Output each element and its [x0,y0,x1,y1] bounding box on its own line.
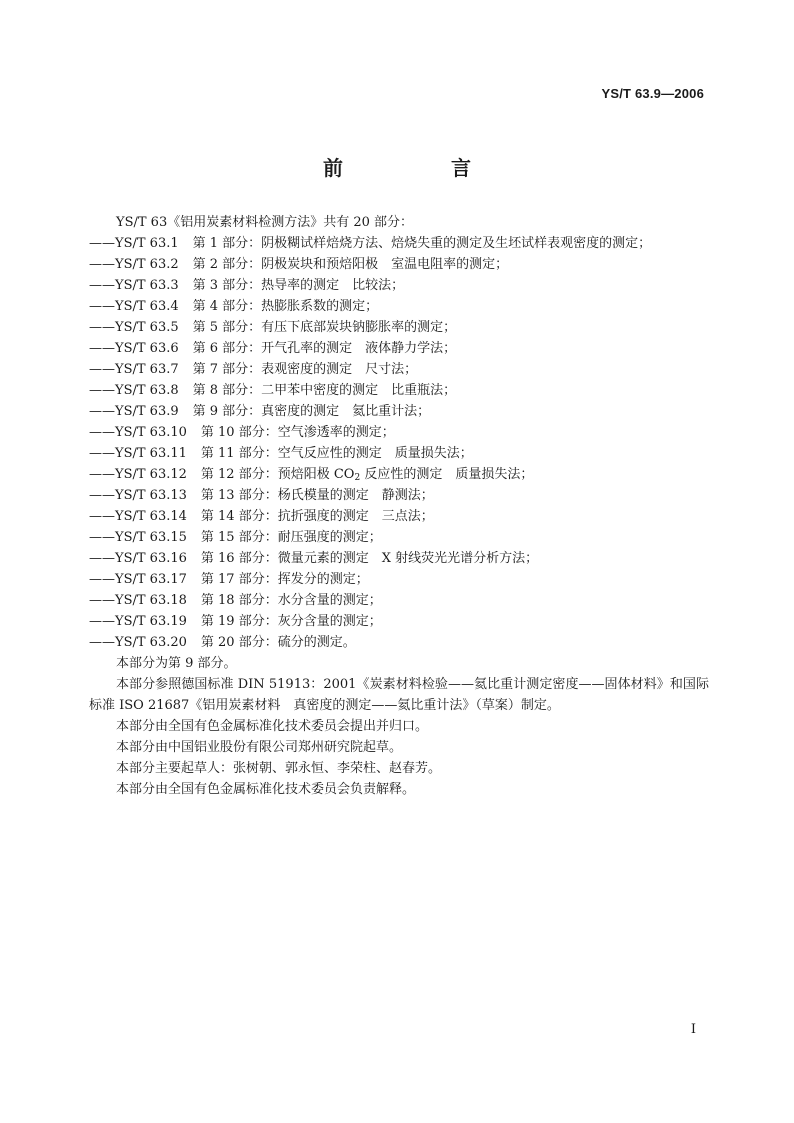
part-title: 杨氏模量的测定 静测法； [277,488,434,503]
part-number: 第 2 部分： [192,257,262,272]
part-number: 第 7 部分： [192,362,262,377]
part-line-20 [89,632,709,653]
part-code: ——YS/T 63.6 [89,341,179,356]
part-number: 第 10 部分： [200,425,278,440]
note-paragraph-4: 本部分由中国铝业股份有限公司郑州研究院起草。 [116,740,403,755]
part-number: 第 8 部分： [192,383,262,398]
document-body [89,212,709,800]
part-number: 第 11 部分： [200,446,278,461]
part-title: 热导率的测定 比较法； [261,278,405,293]
part-title: 空气反应性的测定 质量损失法； [277,446,473,461]
co2-subscript: 2 [354,473,361,483]
note-paragraph-6: 本部分由全国有色金属标准化技术委员会负责解释。 [116,782,416,797]
part-code: ——YS/T 63.4 [89,299,179,314]
part-line-14 [89,506,709,527]
part-title: 有压下底部炭块钠膨胀率的测定； [261,320,457,335]
part-line-19 [89,611,709,632]
part-number: 第 18 部分： [200,593,278,608]
part-line-15 [89,527,709,548]
part-number: 第 12 部分： [200,467,278,482]
part-title: 开气孔率的测定 液体静力学法； [261,341,457,356]
part-line-11 [89,443,709,464]
part-line-17 [89,569,709,590]
part-code: ——YS/T 63.15 [89,530,187,545]
part-title: 热膨胀系数的测定； [261,299,379,314]
part-code: ——YS/T 63.9 [89,404,179,419]
part-title: 挥发分的测定； [277,572,369,587]
part-line-7 [89,359,709,380]
part-line-9 [89,401,709,422]
part-title: 真密度的测定 氦比重计法； [261,404,431,419]
part-title: 表观密度的测定 尺寸法； [261,362,418,377]
parts-list [89,233,709,653]
part-title-pre: 预焙阳极 CO [277,467,355,482]
part-code: ——YS/T 63.11 [89,446,187,461]
part-number: 第 17 部分： [200,572,278,587]
part-line-12 [89,464,709,485]
part-number: 第 20 部分： [200,635,278,650]
part-title: 阴极炭块和预焙阳极 室温电阻率的测定； [261,257,509,272]
part-number: 第 1 部分： [192,236,262,251]
part-number: 第 5 部分： [192,320,262,335]
part-line-1 [89,233,709,254]
part-code: ——YS/T 63.7 [89,362,179,377]
part-line-6 [89,338,709,359]
part-title: 耐压强度的测定； [277,530,382,545]
part-title: 阴极糊试样焙烧方法、焙烧失重的测定及生坯试样表观密度的测定； [261,236,652,251]
part-number: 第 13 部分： [200,488,278,503]
part-code: ——YS/T 63.18 [89,593,187,608]
part-title: 灰分含量的测定； [277,614,382,629]
part-code: ——YS/T 63.17 [89,572,187,587]
part-code: ——YS/T 63.5 [89,320,179,335]
part-code: ——YS/T 63.19 [89,614,187,629]
part-number: 第 19 部分： [200,614,278,629]
part-code: ——YS/T 63.8 [89,383,179,398]
standard-code: YS/T 63.9—2006 [601,86,704,101]
page-title: 前 言 [323,156,515,180]
part-line-16 [89,548,709,569]
part-title: 空气渗透率的测定； [277,425,395,440]
part-code: ——YS/T 63.2 [89,257,179,272]
part-title: 二甲苯中密度的测定 比重瓶法； [261,383,457,398]
part-code: ——YS/T 63.13 [89,488,187,503]
part-title-post: 反应性的测定 质量损失法； [360,467,534,482]
part-line-4 [89,296,709,317]
part-number: 第 16 部分： [200,551,278,566]
notes-section [89,653,709,800]
note-paragraph-5: 本部分主要起草人：张树朝、郭永恒、李荣柱、赵春芳。 [116,761,442,776]
part-code: ——YS/T 63.14 [89,509,187,524]
part-title: 微量元素的测定 X 射线荧光光谱分析方法； [277,551,539,566]
part-title: 抗折强度的测定 三点法； [277,509,434,524]
part-title: 硫分的测定。 [277,635,356,650]
part-title: 水分含量的测定； [277,593,382,608]
page-number: I [690,1022,696,1037]
part-line-10 [89,422,709,443]
part-code: ——YS/T 63.1 [89,236,179,251]
part-line-2 [89,254,709,275]
part-number: 第 4 部分： [192,299,262,314]
part-code: ——YS/T 63.16 [89,551,187,566]
part-code: ——YS/T 63.12 [89,467,187,482]
part-line-13 [89,485,709,506]
part-number: 第 14 部分： [200,509,278,524]
part-line-3 [89,275,709,296]
note-paragraph-2: 本部分参照德国标准 DIN 51913：2001《炭素材料检验——氦比重计测定密度——固体材料》和国际标准 ISO 21687《铝用炭素材料 真密度的测定——氦比重计法》（草案）制定。 [89,677,709,713]
note-paragraph-1: 本部分为第 9 部分。 [116,656,237,671]
part-code: ——YS/T 63.20 [89,635,187,650]
part-code: ——YS/T 63.3 [89,278,179,293]
part-number: 第 6 部分： [192,341,262,356]
part-line-5 [89,317,709,338]
part-number: 第 15 部分： [200,530,278,545]
note-paragraph-3: 本部分由全国有色金属标准化技术委员会提出并归口。 [116,719,429,734]
part-line-18 [89,590,709,611]
part-number: 第 3 部分： [192,278,262,293]
part-number: 第 9 部分： [192,404,262,419]
part-line-8 [89,380,709,401]
intro-line: YS/T 63《铝用炭素材料检测方法》共有 20 部分： [116,215,414,230]
part-code: ——YS/T 63.10 [89,425,187,440]
